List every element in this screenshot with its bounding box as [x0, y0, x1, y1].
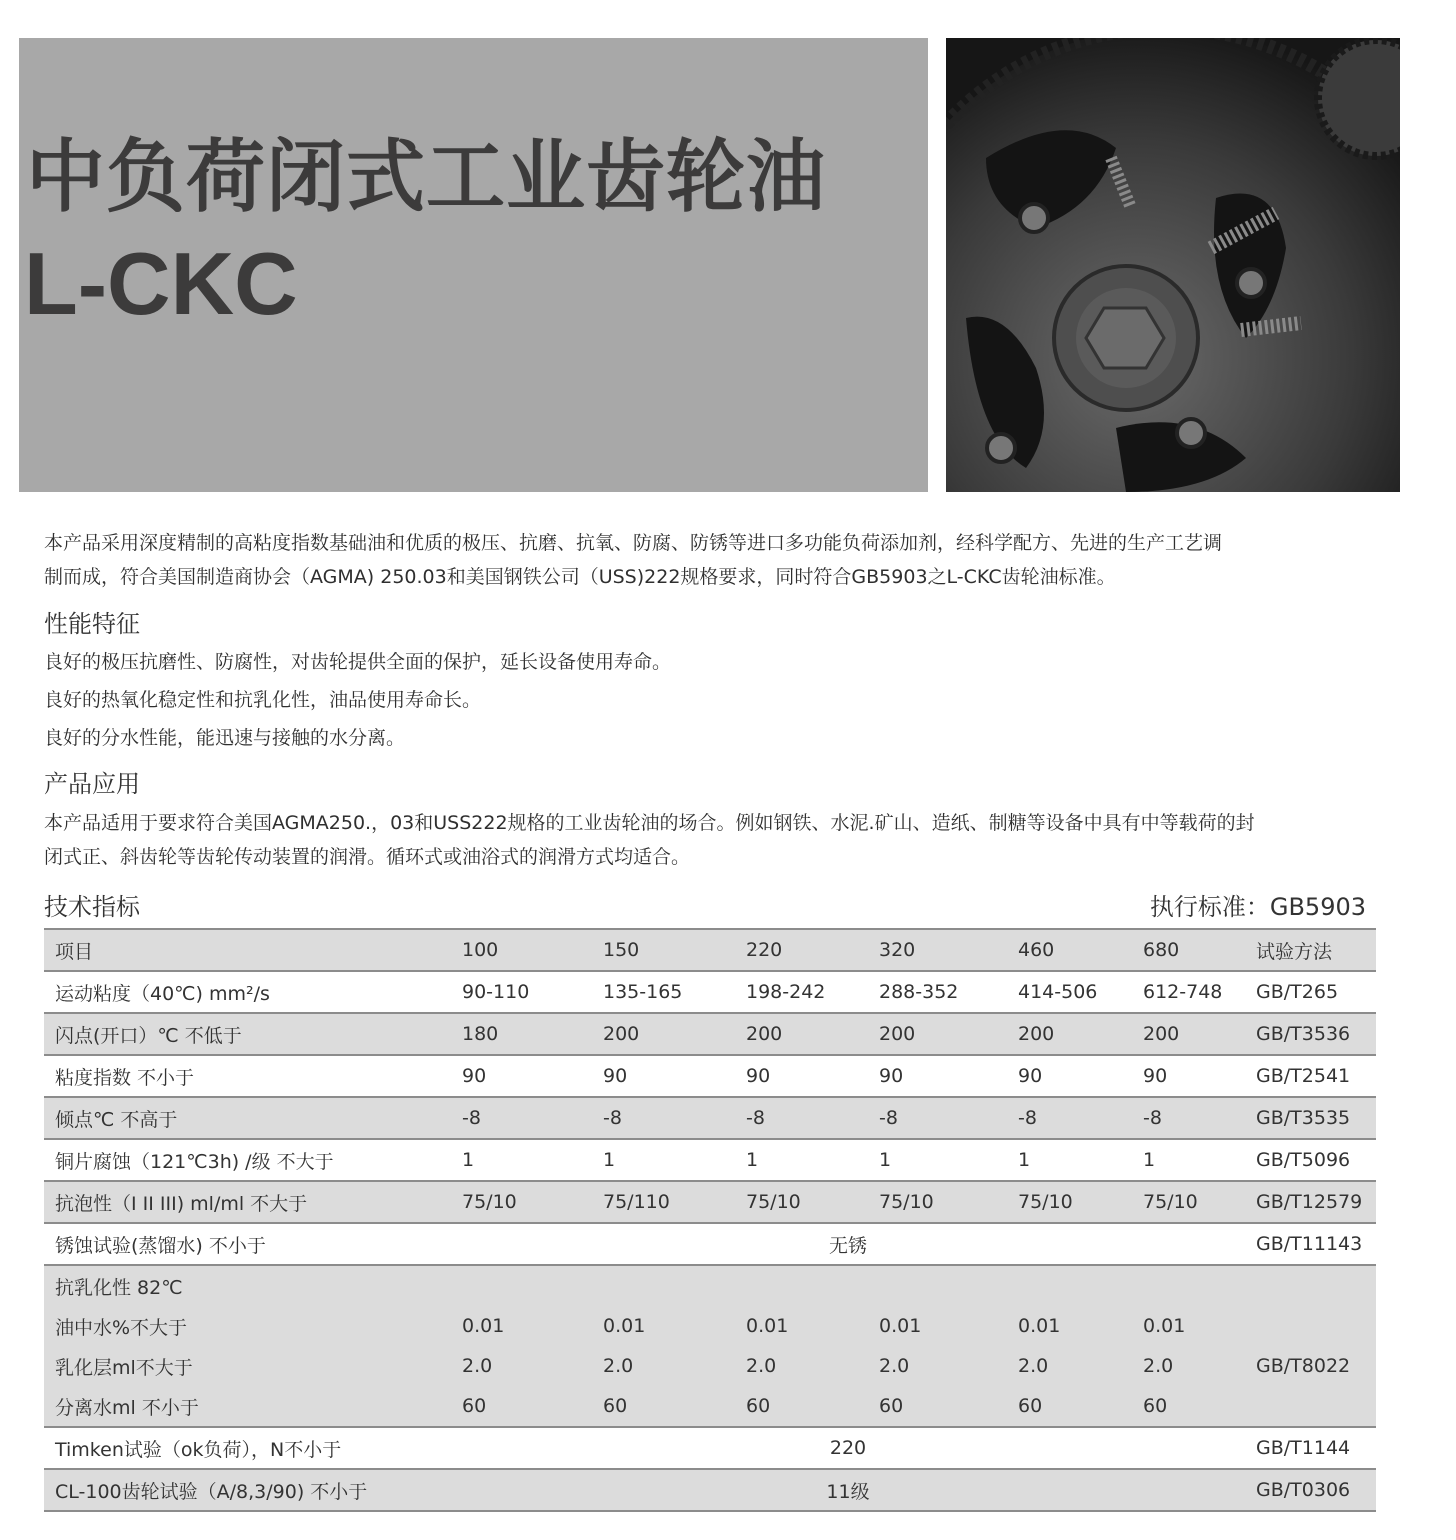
header-cell: 试验方法: [1245, 929, 1376, 971]
intro-line-1: 本产品采用深度精制的高粘度指数基础油和优质的极压、抗磨、抗氧、防腐、防锈等进口多功能负荷添加剂，经科学配方、先进的生产工艺调: [44, 532, 1223, 554]
table-row: [44, 1013, 1376, 1055]
table-cell: 75/110: [592, 1181, 735, 1223]
table-cell: 1: [451, 1139, 592, 1181]
table-cell: 锈蚀试验(蒸馏水) 不小于: [44, 1223, 451, 1265]
table-cell: 0.01: [592, 1306, 735, 1346]
table-row: [44, 1306, 1376, 1346]
table-cell: 倾点℃ 不高于: [44, 1097, 451, 1139]
table-cell: GB/T265: [1245, 971, 1376, 1013]
table-cell: 11级: [451, 1469, 1245, 1511]
table-cell: GB/T3536: [1245, 1013, 1376, 1055]
header-cell: 项目: [44, 929, 451, 971]
table-cell: 288-352: [868, 971, 1007, 1013]
table-cell: 2.0: [1132, 1346, 1245, 1386]
table-cell: 2.0: [735, 1346, 868, 1386]
table-row: [44, 1427, 1376, 1469]
application-line-1: 本产品适用于要求符合美国AGMA250.，03和USS222规格的工业齿轮油的场合。例如钢铁、水泥.矿山、造纸、制糖等设备中具有中等载荷的封: [44, 812, 1255, 834]
table-row: [44, 1469, 1376, 1511]
table-cell: 414-506: [1007, 971, 1132, 1013]
table-cell: -8: [1132, 1097, 1245, 1139]
header-cell: 150: [592, 929, 735, 971]
table-cell: 75/10: [735, 1181, 868, 1223]
table-cell: 200: [868, 1013, 1007, 1055]
table-cell: CL-100齿轮试验（A/8,3/90) 不小于: [44, 1469, 451, 1511]
table-row: [44, 1097, 1376, 1139]
feature-item: 良好的热氧化稳定性和抗乳化性，油品使用寿命长。: [44, 689, 482, 711]
table-cell: 90: [451, 1055, 592, 1097]
table-cell: Timken试验（ok负荷），N不小于: [44, 1427, 451, 1469]
table-cell: -8: [592, 1097, 735, 1139]
table-cell: 60: [1132, 1386, 1245, 1427]
specs-heading: 技术指标: [44, 893, 140, 921]
table-cell: GB/T12579: [1245, 1181, 1376, 1223]
table-cell: 135-165: [592, 971, 735, 1013]
table-cell: 90: [735, 1055, 868, 1097]
table-cell: -8: [868, 1097, 1007, 1139]
product-title: 中负荷闭式工业齿轮油: [26, 131, 826, 223]
table-cell: 60: [735, 1386, 868, 1427]
intro-line-2: 制而成，符合美国制造商协会（AGMA) 250.03和美国钢铁公司（USS)222规格要求，同时符合GB5903之L-CKC齿轮油标准。: [44, 566, 1116, 588]
table-cell: 无锈: [451, 1223, 1245, 1265]
spec-table: [44, 928, 1376, 1512]
table-cell: 1: [1132, 1139, 1245, 1181]
table-cell: 0.01: [1132, 1306, 1245, 1346]
table-cell: [1245, 1386, 1376, 1427]
table-cell: 0.01: [868, 1306, 1007, 1346]
table-header-row: [44, 929, 1376, 971]
header-cell: 100: [451, 929, 592, 971]
table-cell: 198-242: [735, 971, 868, 1013]
table-cell: 1: [592, 1139, 735, 1181]
table-cell: 612-748: [1132, 971, 1245, 1013]
table-cell: 1: [1007, 1139, 1132, 1181]
table-cell: 90-110: [451, 971, 592, 1013]
features-heading: 性能特征: [44, 610, 140, 638]
product-code: L-CKC: [24, 234, 298, 333]
table-cell: 0.01: [451, 1306, 592, 1346]
table-cell: 60: [868, 1386, 1007, 1427]
table-row: [44, 971, 1376, 1013]
table-cell: 0.01: [1007, 1306, 1132, 1346]
table-cell: 铜片腐蚀（121℃3h) /级 不大于: [44, 1139, 451, 1181]
table-cell: 60: [451, 1386, 592, 1427]
table-cell: 90: [868, 1055, 1007, 1097]
table-cell: 220: [451, 1427, 1245, 1469]
table-cell: 200: [592, 1013, 735, 1055]
table-row: [44, 1223, 1376, 1265]
header-cell: 320: [868, 929, 1007, 971]
table-cell: 180: [451, 1013, 592, 1055]
table-cell: 200: [1007, 1013, 1132, 1055]
table-cell: 0.01: [735, 1306, 868, 1346]
header-cell: 220: [735, 929, 868, 971]
table-cell: 闪点(开口）℃ 不低于: [44, 1013, 451, 1055]
application-heading: 产品应用: [44, 770, 140, 798]
header-cell: 460: [1007, 929, 1132, 971]
table-cell: GB/T11143: [1245, 1223, 1376, 1265]
standard-label: 执行标准：GB5903: [1149, 893, 1366, 921]
table-cell: 75/10: [1007, 1181, 1132, 1223]
table-cell: 200: [1132, 1013, 1245, 1055]
table-cell: 粘度指数 不小于: [44, 1055, 451, 1097]
table-row: [44, 1386, 1376, 1427]
header-cell: 680: [1132, 929, 1245, 971]
table-row: [44, 1139, 1376, 1181]
table-cell: 90: [1007, 1055, 1132, 1097]
table-cell: 运动粘度（40℃) mm²/s: [44, 971, 451, 1013]
table-cell: GB/T5096: [1245, 1139, 1376, 1181]
table-cell: GB/T8022: [1245, 1346, 1376, 1386]
table-cell: 1: [868, 1139, 1007, 1181]
table-cell: 2.0: [1007, 1346, 1132, 1386]
table-cell: 60: [592, 1386, 735, 1427]
table-cell: 75/10: [868, 1181, 1007, 1223]
table-cell: 分离水ml 不小于: [44, 1386, 451, 1427]
table-cell: 抗泡性（I II III) ml/ml 不大于: [44, 1181, 451, 1223]
table-cell: 75/10: [1132, 1181, 1245, 1223]
table-cell: GB/T3535: [1245, 1097, 1376, 1139]
table-cell: 油中水%不大于: [44, 1306, 451, 1346]
table-row: [44, 1055, 1376, 1097]
table-cell: GB/T2541: [1245, 1055, 1376, 1097]
table-cell: -8: [451, 1097, 592, 1139]
table-cell: 乳化层ml不大于: [44, 1346, 451, 1386]
table-cell: GB/T1144: [1245, 1427, 1376, 1469]
table-cell: -8: [1007, 1097, 1132, 1139]
table-cell: 2.0: [451, 1346, 592, 1386]
table-cell: 2.0: [868, 1346, 1007, 1386]
table-cell: 抗乳化性 82℃: [44, 1265, 451, 1306]
table-cell: 75/10: [451, 1181, 592, 1223]
table-cell: GB/T0306: [1245, 1469, 1376, 1511]
table-cell: 60: [1007, 1386, 1132, 1427]
table-cell: -8: [735, 1097, 868, 1139]
table-cell: [1245, 1306, 1376, 1346]
feature-item: 良好的极压抗磨性、防腐性，对齿轮提供全面的保护，延长设备使用寿命。: [44, 651, 672, 673]
table-cell: 1: [735, 1139, 868, 1181]
table-row: [44, 1181, 1376, 1223]
table-row: [44, 1346, 1376, 1386]
gear-photo: [946, 38, 1400, 492]
table-cell: 90: [592, 1055, 735, 1097]
table-cell: 200: [735, 1013, 868, 1055]
feature-item: 良好的分水性能，能迅速与接触的水分离。: [44, 727, 406, 749]
table-cell: 2.0: [592, 1346, 735, 1386]
application-line-2: 闭式正、斜齿轮等齿轮传动装置的润滑。循环式或油浴式的润滑方式均适合。: [44, 846, 691, 868]
table-cell: 90: [1132, 1055, 1245, 1097]
table-row: [44, 1265, 1376, 1306]
